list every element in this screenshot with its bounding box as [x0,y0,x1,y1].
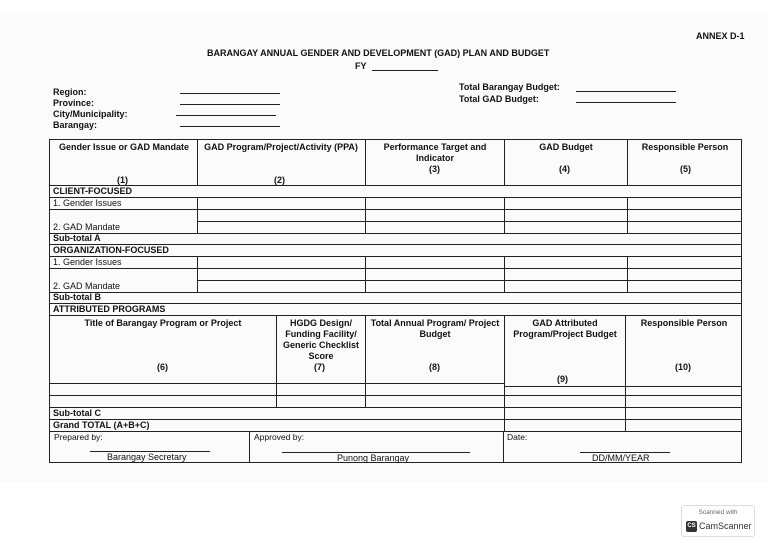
attributed-divider-4 [625,315,626,431]
col5-number: (5) [680,164,691,174]
row-line [504,386,742,387]
col2-number: (2) [274,175,285,185]
gad-mandate-label: 2. GAD Mandate [53,222,121,232]
total-gad-budget-label: Total GAD Budget: [459,94,539,104]
cell-divider [197,197,198,233]
region-label: Region: [53,87,87,97]
grand-total-label: Grand TOTAL (A+B+C) [53,420,150,430]
city-label: City/Municipality: [53,109,128,119]
row-line [49,315,742,316]
col3-header: Performance Target and Indicator [383,142,487,163]
col2-header: GAD Program/Project/Activity (PPA) [204,142,358,152]
col1-number: (1) [117,175,128,185]
row-line [49,233,742,234]
barangay-label: Barangay: [53,120,98,130]
cell-divider [197,256,198,292]
col4-header: GAD Budget [539,142,593,152]
region-line [180,93,280,94]
attributed-programs-label: ATTRIBUTED PROGRAMS [53,304,166,314]
subtotal-b-label: Sub-total B [53,292,101,302]
attributed-divider-2 [365,315,366,407]
row-line [49,268,742,269]
city-line [176,115,276,116]
row-line [49,256,742,257]
province-label: Province: [53,98,95,108]
subtotal-a-label: Sub-total A [53,233,101,243]
row-line [49,383,504,384]
gender-issues-label: 1. Gender Issues [53,257,122,267]
cell-divider [504,256,505,292]
col1-header: Gender Issue or GAD Mandate [58,142,190,152]
prepared-by-label: Prepared by: [54,432,103,442]
row-line [49,419,742,420]
col9-header: GAD Attributed Program/Project Budget [513,318,617,339]
header-divider-2 [365,139,366,185]
row-line [49,292,742,293]
row-line [197,221,742,222]
organization-focused-label: ORGANIZATION-FOCUSED [53,245,169,255]
camscanner-logo-icon: CS [686,521,697,532]
row-line [49,185,742,186]
watermark-brand: CamScanner [699,521,752,531]
camscanner-watermark [681,505,755,537]
col4-number: (4) [559,164,570,174]
fy-line [372,70,438,71]
col10-number: (10) [675,362,692,372]
punong-barangay-label: Punong Barangay [337,453,410,463]
barangay-secretary-label: Barangay Secretary [107,452,187,462]
footer-divider-1 [249,431,250,463]
col5-header: Responsible Person [641,142,729,152]
row-line [49,395,742,396]
col3-number: (3) [429,164,440,174]
date-label: Date: [507,432,528,442]
cell-divider [627,256,628,292]
total-barangay-budget-line [576,91,676,92]
gad-mandate-label: 2. GAD Mandate [53,281,121,291]
col6-header: Title of Barangay Program or Project [84,318,242,328]
row-line [49,197,742,198]
province-line [180,104,280,105]
barangay-line [180,126,280,127]
watermark-caption: Scanned with [698,509,738,516]
attributed-divider-1 [276,315,277,407]
date-format-label: DD/MM/YEAR [592,453,650,463]
col8-number: (8) [429,362,440,372]
row-line [49,209,742,210]
col10-header: Responsible Person [640,318,728,328]
col8-header: Total Annual Program/ Project Budget [370,318,500,339]
subtotal-c-label: Sub-total C [53,408,101,418]
annex-label: ANNEX D-1 [696,31,745,41]
col7-number: (7) [314,362,325,372]
gad-table-border [49,139,742,463]
footer-divider-2 [503,431,504,463]
gender-issues-label: 1. Gender Issues [53,198,122,208]
row-line [49,407,742,408]
header-divider-4 [627,139,628,185]
total-barangay-budget-label: Total Barangay Budget: [459,82,560,92]
fy-label: FY [355,61,367,71]
attributed-divider-3 [504,315,505,431]
cell-divider [504,197,505,233]
header-divider-1 [197,139,198,185]
cell-divider [365,256,366,292]
approved-by-label: Approved by: [254,432,305,442]
header-divider-3 [504,139,505,185]
cell-divider [365,197,366,233]
col6-number: (6) [157,362,168,372]
col9-number: (9) [557,374,568,384]
page-title: BARANGAY ANNUAL GENDER AND DEVELOPMENT (GAD) PLAN AND BUDGET [207,48,550,58]
cell-divider [627,197,628,233]
col7-header: HGDG Design/ Funding Facility/ Generic Checklist Score [282,318,360,361]
row-line [49,431,742,432]
total-gad-budget-line [576,102,676,103]
row-line [197,280,742,281]
client-focused-label: CLIENT-FOCUSED [53,186,133,196]
